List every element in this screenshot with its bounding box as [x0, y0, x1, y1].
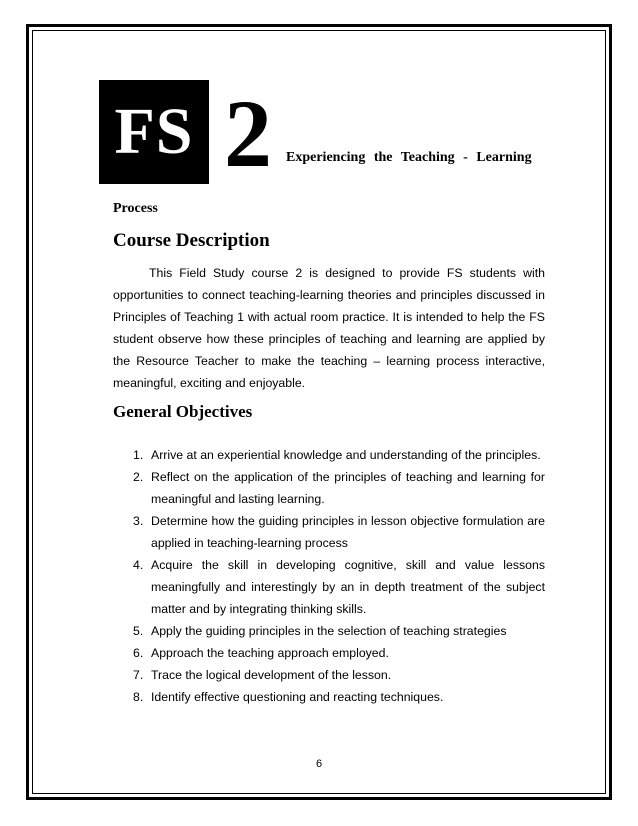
objective-number: 2.	[133, 470, 144, 484]
objective-text: Approach the teaching approach employed.	[151, 646, 389, 660]
objective-text: Reflect on the application of the principles of teaching and learning for meaningful and lasting learning.	[151, 470, 545, 506]
fs-logo-box	[99, 80, 209, 184]
course-title-continuation: Process	[113, 201, 158, 216]
objective-item	[113, 466, 545, 510]
objective-number: 7.	[133, 668, 144, 682]
objective-text: Apply the guiding principles in the selection of teaching strategies	[151, 624, 507, 638]
objective-item	[113, 510, 545, 554]
objective-item	[113, 664, 545, 686]
objective-number: 3.	[133, 514, 144, 528]
course-title: Experiencing the Teaching - Learning	[286, 150, 532, 165]
objective-item	[113, 554, 545, 620]
objective-text: Trace the logical development of the lesson.	[151, 668, 392, 682]
objective-item	[113, 620, 545, 642]
course-description-body: This Field Study course 2 is designed to provide FS students with opportunities to connect teaching-learning theories and principles discussed in Principles of Teaching 1 with actual room practice. It is intended to help the FS student observe how these principles of teaching and learning are applied by the Resource Teacher to make the teaching – learning process interactive, meaningful, exciting and enjoyable.	[113, 266, 545, 390]
course-number: 2	[224, 80, 272, 187]
objective-number: 1.	[133, 448, 144, 462]
course-description-heading: Course Description	[113, 230, 270, 251]
objective-item	[113, 444, 545, 466]
objective-number: 6.	[133, 646, 144, 660]
objective-number: 5.	[133, 624, 144, 638]
objective-text: Determine how the guiding principles in lesson objective formulation are applied in teaching-learning process	[151, 514, 545, 550]
general-objectives-heading: General Objectives	[113, 402, 253, 421]
objective-text: Acquire the skill in developing cognitive, skill and value lessons meaningfully and interestingly by an in depth treatment of the subject matter and by integrating thinking skills.	[151, 558, 545, 616]
objective-item	[113, 642, 545, 664]
objective-number: 4.	[133, 558, 144, 572]
objective-item	[113, 686, 545, 708]
objective-text: Identify effective questioning and reacting techniques.	[151, 690, 444, 704]
objective-number: 8.	[133, 690, 144, 704]
objective-text: Arrive at an experiential knowledge and understanding of the principles.	[151, 448, 541, 462]
page-number: 6	[315, 758, 323, 770]
objectives-list	[113, 444, 545, 708]
fs-label: FS	[114, 95, 194, 168]
